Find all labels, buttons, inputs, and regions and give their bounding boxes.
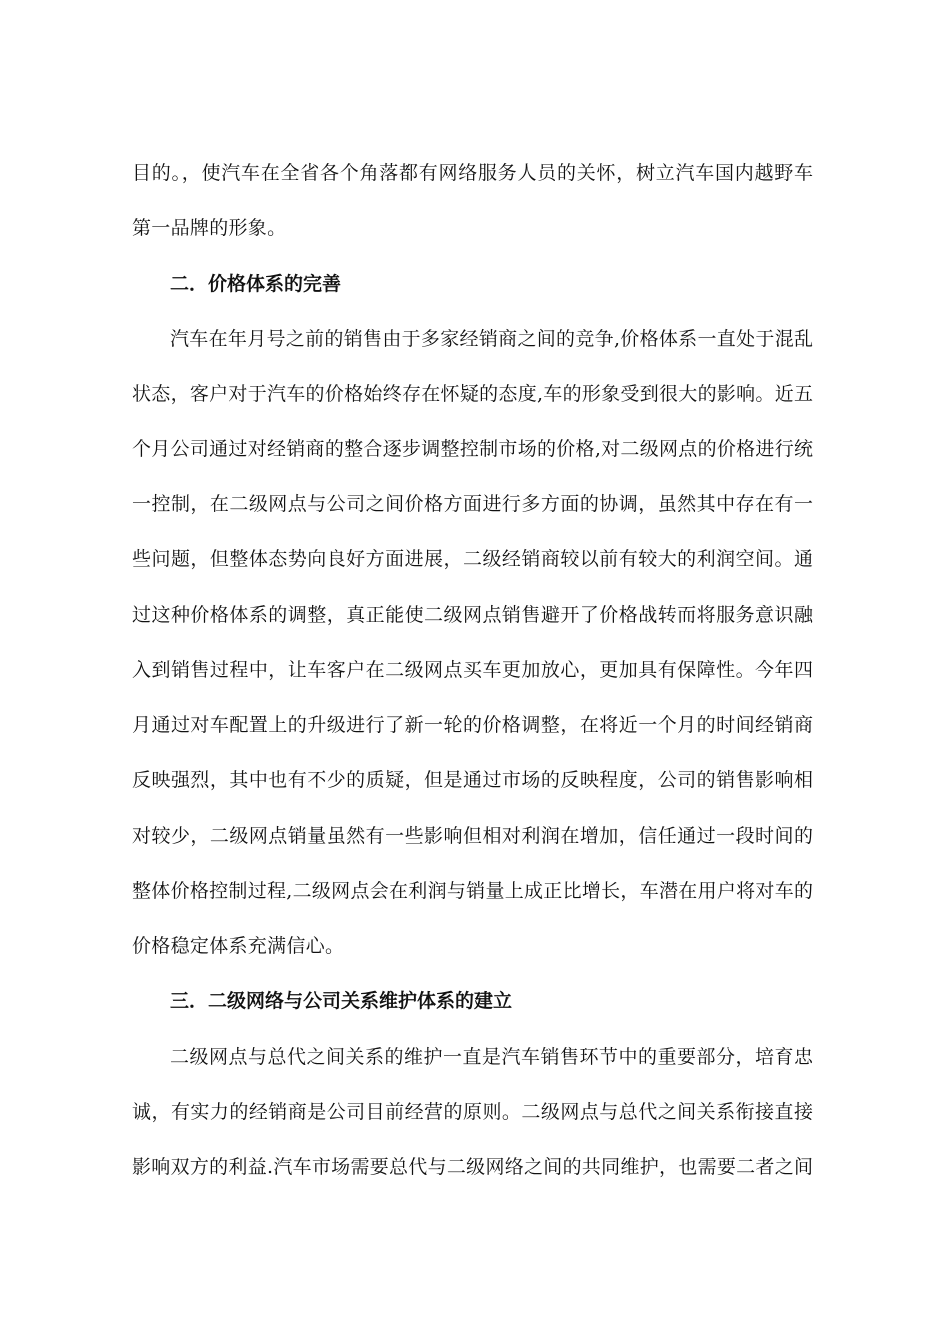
paragraph-line: 第一品牌的形象。 [132,217,287,239]
paragraph-line: 对较少，二级网点销量虽然有一些影响但相对利润在增加，信任通过一段时间的 [132,825,813,847]
paragraph-line: 整体价格控制过程,二级网点会在利润与销量上成正比增长，车潜在用户将对车的 [132,880,813,902]
paragraph-line: 过这种价格体系的调整，真正能使二级网点销售避开了价格战转而将服务意识融 [132,604,813,626]
paragraph-line: 价格稳定体系充满信心。 [132,935,345,957]
paragraph-line: 影响双方的利益.汽车市场需要总代与二级网络之间的共同维护，也需要二者之间 [132,1156,813,1178]
paragraph-line: 状态，客户对于汽车的价格始终存在怀疑的态度,车的形象受到很大的影响。近五 [132,383,813,405]
paragraph-line: 月通过对车配置上的升级进行了新一轮的价格调整，在将近一个月的时间经销商 [132,714,813,736]
paragraph-line: 二级网点与总代之间关系的维护一直是汽车销售环节中的重要部分，培育忠 [170,1046,813,1068]
paragraph-line: 目的。，使汽车在全省各个角落都有网络服务人员的关怀，树立汽车国内越野车 [132,162,813,184]
paragraph-line: 个月公司通过对经销商的整合逐步调整控制市场的价格,对二级网点的价格进行统 [132,438,813,460]
paragraph-line: 入到销售过程中，让车客户在二级网点买车更加放心，更加具有保障性。今年四 [132,659,813,681]
section-heading-relationship-system: 三．二级网络与公司关系维护体系的建立 [170,990,513,1012]
paragraph-line: 一控制，在二级网点与公司之间价格方面进行多方面的协调，虽然其中存在有一 [132,493,813,515]
paragraph-line: 反映强烈，其中也有不少的质疑，但是通过市场的反映程度，公司的销售影响相 [132,769,813,791]
paragraph-line: 诚，有实力的经销商是公司目前经营的原则。二级网点与总代之间关系衔接直接 [132,1101,813,1123]
paragraph-line: 些问题，但整体态势向良好方面进展，二级经销商较以前有较大的利润空间。通 [132,548,813,570]
paragraph-line: 汽车在年月号之前的销售由于多家经销商之间的竞争,价格体系一直处于混乱 [170,328,813,350]
section-heading-price-system: 二．价格体系的完善 [170,273,342,295]
